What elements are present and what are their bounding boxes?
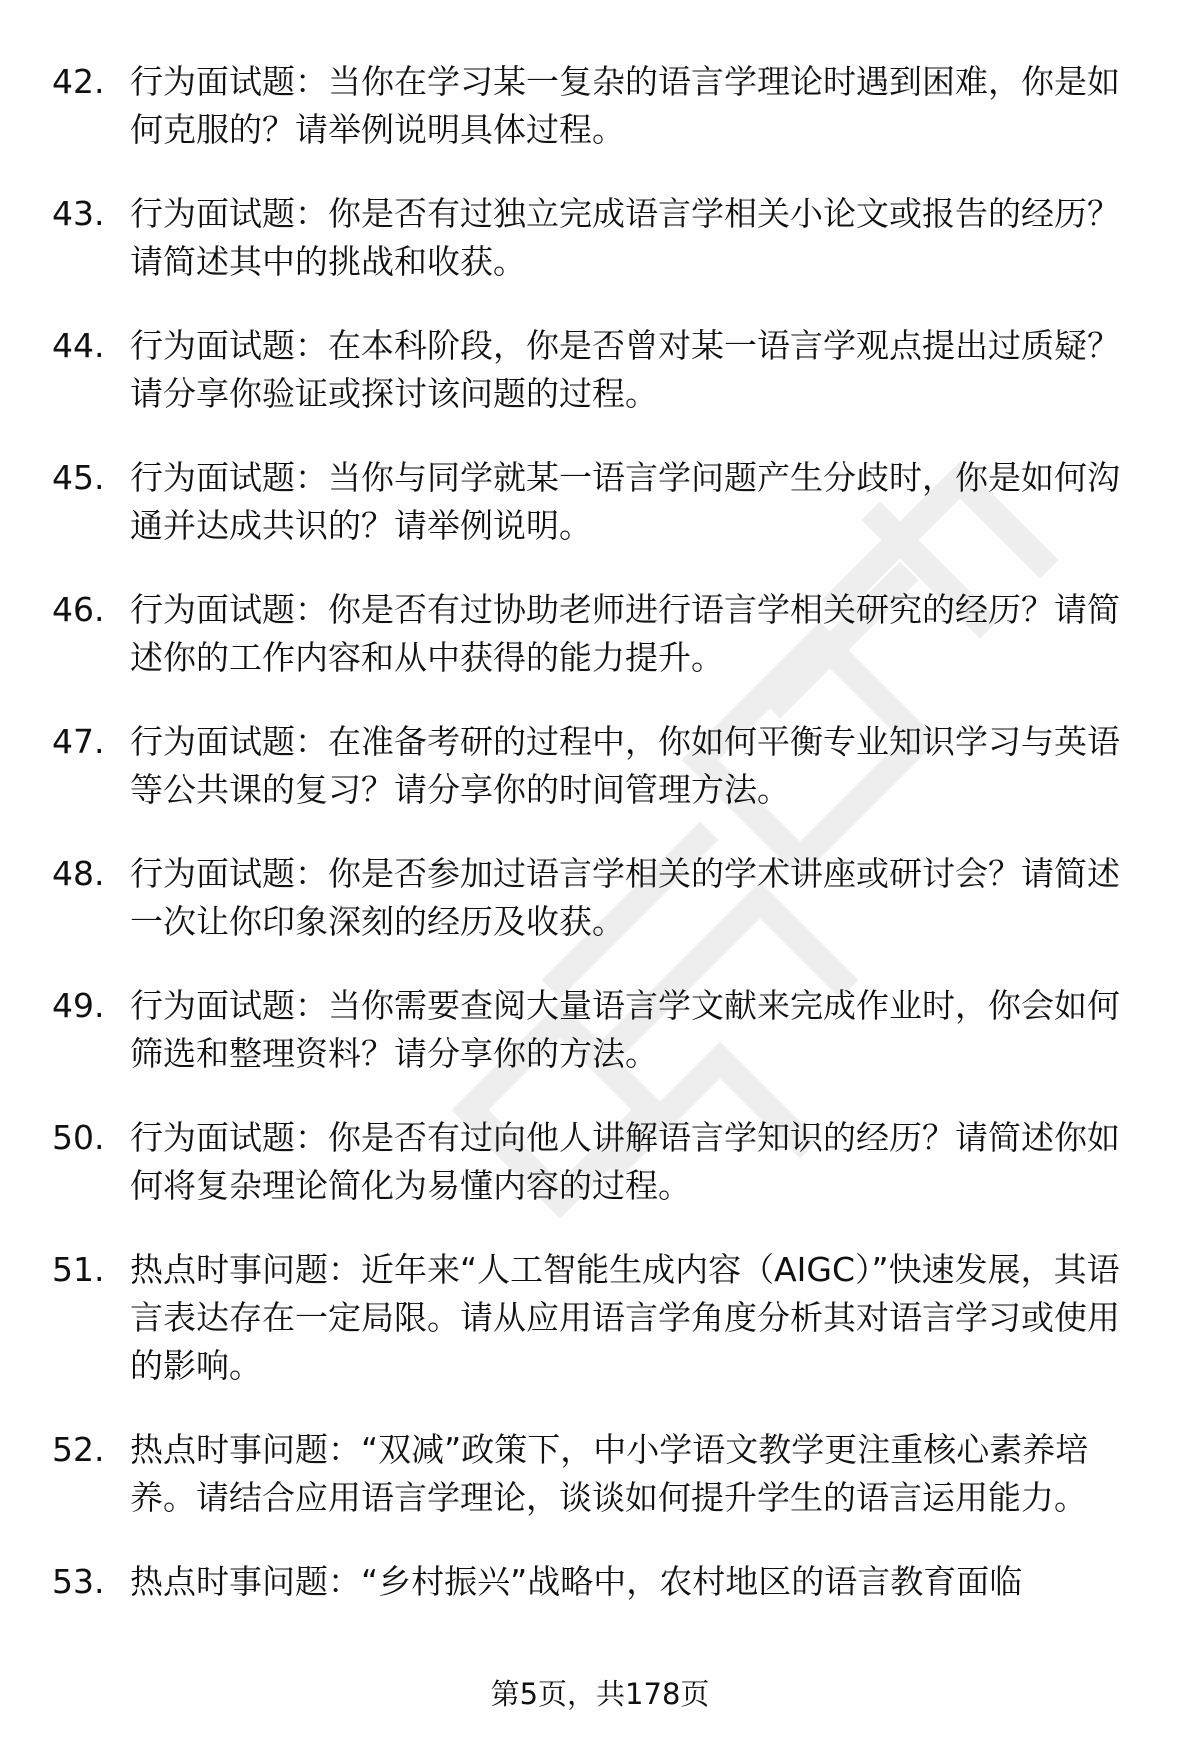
question-number: 48. — [52, 854, 105, 893]
question-text: 热点时事问题：“乡村振兴”战略中，农村地区的语言教育面临 — [130, 1562, 1023, 1601]
question-item — [52, 586, 1142, 682]
question-list — [52, 58, 1142, 1642]
question-number: 52. — [52, 1430, 105, 1469]
question-number: 42. — [52, 62, 105, 101]
question-text: 行为面试题：在本科阶段，你是否曾对某一语言学观点提出过质疑？请分享你验证或探讨该问题的过程。 — [130, 326, 1120, 413]
question-number: 45. — [52, 458, 105, 497]
question-item — [52, 1558, 1142, 1606]
question-text: 行为面试题：当你与同学就某一语言学问题产生分歧时，你是如何沟通并达成共识的？请举例说明。 — [130, 458, 1120, 545]
question-number: 49. — [52, 986, 105, 1025]
question-text: 行为面试题：你是否有过协助老师进行语言学相关研究的经历？请简述你的工作内容和从中获得的能力提升。 — [130, 590, 1120, 677]
question-number: 47. — [52, 722, 105, 761]
question-text: 行为面试题：你是否有过独立完成语言学相关小论文或报告的经历？请简述其中的挑战和收获。 — [130, 194, 1120, 281]
question-item — [52, 850, 1142, 946]
question-number: 53. — [52, 1562, 105, 1601]
question-text: 行为面试题：你是否有过向他人讲解语言学知识的经历？请简述你如何将复杂理论简化为易懂内容的过程。 — [130, 1118, 1120, 1205]
question-item — [52, 1114, 1142, 1210]
question-text: 行为面试题：在准备考研的过程中，你如何平衡专业知识学习与英语等公共课的复习？请分享你的时间管理方法。 — [130, 722, 1120, 809]
question-item — [52, 454, 1142, 550]
page-footer: 第5页，共178页 — [490, 1677, 710, 1711]
question-text: 热点时事问题：“双减”政策下，中小学语文教学更注重核心素养培养。请结合应用语言学理论，谈谈如何提升学生的语言运用能力。 — [130, 1430, 1089, 1517]
question-text: 行为面试题：当你在学习某一复杂的语言学理论时遇到困难，你是如何克服的？请举例说明具体过程。 — [130, 62, 1120, 149]
question-item — [52, 1246, 1142, 1390]
question-text: 热点时事问题：近年来“人工智能生成内容（AIGC）”快速发展，其语言表达存在一定局限。请从应用语言学角度分析其对语言学习或使用的影响。 — [130, 1250, 1120, 1385]
question-number: 44. — [52, 326, 105, 365]
question-item — [52, 58, 1142, 154]
question-item — [52, 1426, 1142, 1522]
question-item — [52, 322, 1142, 418]
question-text: 行为面试题：当你需要查阅大量语言学文献来完成作业时，你会如何筛选和整理资料？请分享你的方法。 — [130, 986, 1120, 1073]
question-number: 51. — [52, 1250, 105, 1289]
question-number: 43. — [52, 194, 105, 233]
question-item — [52, 190, 1142, 286]
question-number: 50. — [52, 1118, 105, 1157]
question-number: 46. — [52, 590, 105, 629]
question-item — [52, 718, 1142, 814]
question-text: 行为面试题：你是否参加过语言学相关的学术讲座或研讨会？请简述一次让你印象深刻的经历及收获。 — [130, 854, 1120, 941]
question-item — [52, 982, 1142, 1078]
